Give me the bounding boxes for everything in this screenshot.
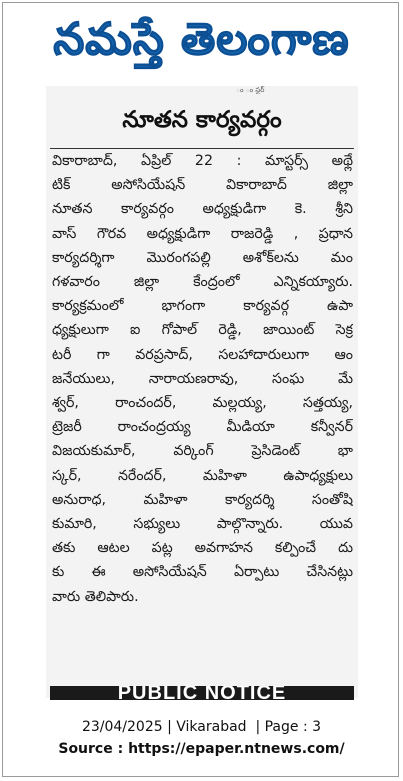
article-clipping: [46, 86, 358, 698]
newspaper-masthead: నమస్తే తెలంగాణ: [53, 14, 350, 65]
article-body: [52, 149, 353, 609]
article-headline: నూతన కార్యవర్గం: [122, 107, 282, 133]
edition-info: 23/04/2025 | Vikarabad | Page : 3: [81, 719, 322, 735]
article-body-line: ట్రెజరీ రాంచంద్రయ్య మీడియా కన్వీనర్: [52, 419, 353, 436]
article-body-line: కుమారి, సభ్యులు పాల్గొన్నారు. యువ: [52, 516, 353, 533]
article-body-line: ధ్యక్షులుగా ఐ గోపాల్ రెడ్డి, జాయింట్ సెక్ర: [52, 322, 353, 339]
article-body-line: వికారాబాద్, ఏప్రిల్ 22 : మాస్టర్స్ అథ్లే: [52, 153, 353, 169]
article-body-line: శ్వర్, రాంచందర్, మల్లయ్య, సత్తయ్య,: [52, 395, 353, 412]
article-body-line: కు ఈ అసోసియేషన్ ఏర్పాటు చేసినట్లు: [52, 564, 353, 581]
article-body-line: విజయకుమార్, వర్కింగ్ ప్రెసిడెంట్ భా: [52, 443, 353, 460]
article-body-line: తకు ఆటల పట్ల అవగాహన కల్పించే దు: [52, 540, 353, 557]
article-body-line: కార్యక్రమంలో భాగంగా కార్యవర్గ ఉపా: [52, 298, 353, 315]
article-body-line: వారు తెలిపారు.: [52, 588, 139, 605]
article-body-line: నూతన కార్యవర్గం అధ్యక్షుడిగా కె. శ్రీని: [52, 201, 353, 218]
article-body-line: గళవారం జిల్లా కేంద్రంలో ఎన్నికయ్యారు.: [52, 274, 353, 291]
public-notice-label: PUBLIC NOTICE: [117, 686, 287, 700]
article-body-line: అనురాధ, మహిళా కార్యదర్శి సంతోషి: [52, 491, 353, 508]
article-body-line: టిక్ అసోసియేషన్ వికారాబాద్ జిల్లా: [52, 177, 353, 194]
source-link[interactable]: Source : https://epaper.ntnews.com/: [58, 741, 345, 757]
article-body-line: వాస్ గౌరవ అధ్యక్షుడిగా రాజరెడ్డి , ప్రధాన: [52, 225, 353, 242]
public-notice-banner: [50, 686, 354, 700]
article-body-line: టరీ గా వరప్రసాద్, సలహాదారులుగా ఆం: [52, 346, 353, 363]
article-body-line: కార్యదర్శిగా మొరంగపల్లి అశోక్‌లను మం: [52, 249, 353, 266]
article-body-line: స్కర్, నరేందర్, మహిళా ఉపాధ్యక్షులు: [52, 467, 353, 484]
clipped-previous-text: ం ం స్టర్: [236, 86, 265, 94]
article-body-line: జనేయులు, నారాయణరావు, సంఘ మే: [52, 370, 353, 387]
